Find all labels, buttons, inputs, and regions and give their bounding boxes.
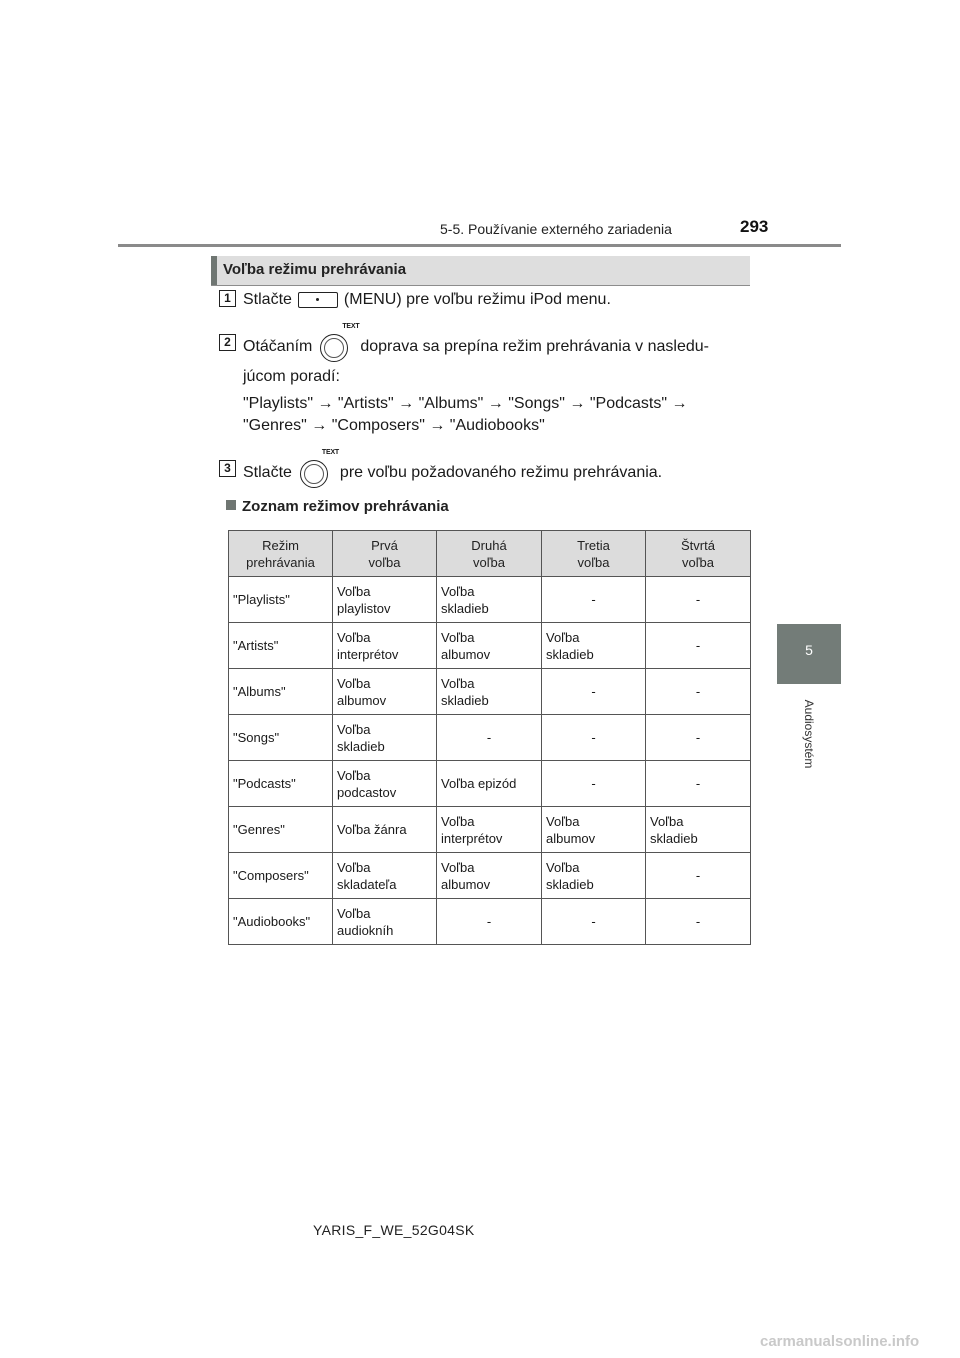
table-cell-line: - [695,776,701,791]
header-divider [118,244,841,247]
table-cell [437,807,542,853]
section-title-bar [211,256,750,286]
chapter-label: Audiosystém [802,699,816,769]
column-header-line: Tretia [577,537,610,553]
table-cell-line: - [695,592,701,607]
document-code: YARIS_F_WE_52G04SK [313,1222,475,1238]
table-cell-line: skladieb [650,830,698,846]
table-row [229,669,751,715]
table-cell-line: Voľba [441,859,475,875]
table-cell [646,761,751,807]
table-cell [542,761,646,807]
step-2-sequence-1: "Playlists" → "Artists" → "Albums" → "Songs" → "Podcasts" → [243,395,688,412]
table-cell [646,715,751,761]
step-2-after: doprava sa prepína režim prehrávania v nasledu- [360,338,709,356]
knob-text-label: TEXT [321,449,340,456]
section-accent [211,256,217,285]
table-cell-line: Voľba [546,859,580,875]
table-cell-line: skladieb [546,646,594,662]
table-cell [333,623,437,669]
table-cell-line: albumov [337,692,387,708]
table-cell-line: - [591,592,596,607]
table-cell-line: skladieb [441,600,489,616]
table-cell-line: - [591,684,596,699]
table-cell-line: "Albums" [233,684,286,699]
table-cell-line: Voľba [441,813,475,829]
table-row [229,623,751,669]
table-cell-line: "Audiobooks" [233,914,311,929]
table-cell-line: Voľba [546,813,580,829]
table-cell-line: - [695,684,701,699]
table-cell [229,853,333,899]
chapter-number: 5 [805,642,813,658]
knob-text-label: TEXT [342,323,360,330]
table-cell-line: podcastov [337,784,397,800]
playback-modes-table [228,530,751,945]
step-1-text [243,291,611,309]
step-number-3: 3 [219,460,236,477]
column-header [646,531,751,577]
step-2-before: Otáčaním [243,338,313,356]
table-cell-line: Voľba [441,629,475,645]
step-3-text [243,449,663,488]
table-cell [229,669,333,715]
table-subheading [226,498,449,515]
column-header-line: Štvrtá [681,537,715,553]
table-cell-line: - [486,914,492,929]
table-cell-line: Voľba [546,629,580,645]
table-cell-line: - [591,914,596,929]
tune-knob-icon [320,323,360,362]
table-cell-line: albumov [441,876,491,892]
tune-knob-icon [300,449,340,488]
table-cell-line: Voľba [441,675,475,691]
table-cell [437,623,542,669]
table-cell [229,623,333,669]
table-cell-line: Voľba [650,813,684,829]
table-cell [542,669,646,715]
table-cell [333,899,437,945]
step-2-sequence-2: "Genres" → "Composers" → "Audiobooks" [243,417,545,434]
table-cell [229,577,333,623]
table-cell-line: Voľba [337,675,371,691]
table-cell [542,899,646,945]
table-cell [646,577,751,623]
table-cell-line: "Genres" [233,822,285,837]
step-1-before: Stlačte [243,291,292,308]
watermark: carmanualsonline.info [760,1333,920,1350]
column-header-line: Druhá [471,537,507,553]
table-cell [646,623,751,669]
table-cell-line: Voľba [337,629,371,645]
table-cell-line: interprétov [441,830,503,846]
table-cell-line: Voľba [337,767,371,783]
table-cell-line: - [486,730,492,745]
table-cell-line: "Composers" [233,868,309,883]
table-cell [437,761,542,807]
table-cell-line: Voľba [337,583,371,599]
table-cell-line: "Artists" [233,638,279,653]
table-cell [542,853,646,899]
menu-button-icon [298,292,338,308]
table-row [229,715,751,761]
step-3-after: pre voľbu požadovaného režimu prehrávania. [339,464,663,482]
table-cell [437,715,542,761]
table-cell [437,899,542,945]
table-cell [646,807,751,853]
table-cell-line: - [591,730,596,745]
table-cell-line: "Podcasts" [233,776,296,791]
table-cell-line: - [695,730,701,745]
table-row [229,577,751,623]
bullet-square-icon [226,500,236,510]
step-2-continuation: júcom poradí: [243,368,340,385]
table-cell-line: "Songs" [233,730,280,745]
table-cell [542,715,646,761]
column-header-line: voľba [368,554,401,570]
table-cell [542,577,646,623]
table-row [229,807,751,853]
table-cell-line: Voľba epizód [441,776,517,791]
table-cell [333,761,437,807]
table-cell-line: "Playlists" [233,592,290,607]
column-header-line: Prvá [371,537,398,553]
section-title: Voľba režimu prehrávania [223,261,407,278]
table-cell [646,669,751,715]
column-header-line: Režim [262,537,299,553]
column-header [229,531,333,577]
column-header [333,531,437,577]
column-header-line: voľba [577,554,610,570]
table-header-row [229,531,751,577]
table-cell-line: - [695,638,701,653]
table-body [229,577,751,945]
column-header [437,531,542,577]
table-cell [229,899,333,945]
table-cell [229,715,333,761]
table-cell-line: skladieb [441,692,489,708]
table-cell [333,715,437,761]
table-cell [437,577,542,623]
step-3-before: Stlačte [243,464,292,482]
section-heading: 5-5. Používanie externého zariadenia [440,221,672,237]
table-cell [542,807,646,853]
table-cell-line: skladieb [337,738,385,754]
table-cell-line: playlistov [337,600,391,616]
table-cell-line: Voľba [441,583,475,599]
table-cell-line: - [591,776,596,791]
table-cell [333,669,437,715]
table-cell-line: skladateľa [337,876,397,892]
column-header-line: voľba [682,554,714,570]
table-row [229,899,751,945]
table-cell [542,623,646,669]
column-header-line: prehrávania [246,554,315,570]
table-cell [229,807,333,853]
table-cell-line: albumov [546,830,596,846]
table-cell-line: interprétov [337,646,399,662]
step-number-2: 2 [219,334,236,351]
table-cell-line: Voľba [337,859,371,875]
table-cell-line: skladieb [546,876,594,892]
table-cell [646,853,751,899]
table-cell [333,853,437,899]
table-cell [333,577,437,623]
table-cell-line: - [695,868,701,883]
table-cell [333,807,437,853]
table-cell-line: audiokníh [337,922,394,938]
table-cell [437,669,542,715]
table-cell-line: Voľba [337,905,371,921]
chapter-tab [777,624,841,684]
step-1-after: (MENU) pre voľbu režimu iPod menu. [343,291,611,308]
table-row [229,761,751,807]
table-title: Zoznam režimov prehrávania [242,498,449,515]
table-cell [229,761,333,807]
table-cell [646,899,751,945]
step-number-1: 1 [219,290,236,307]
column-header-line: voľba [473,554,505,570]
table-cell-line: Voľba žánra [337,822,407,837]
table-cell-line: albumov [441,646,491,662]
page-number: 293 [740,217,769,236]
column-header [542,531,646,577]
table-cell-line: - [695,914,701,929]
table-cell-line: Voľba [337,721,371,737]
step-2-text [243,323,709,362]
table-cell [437,853,542,899]
table-row [229,853,751,899]
